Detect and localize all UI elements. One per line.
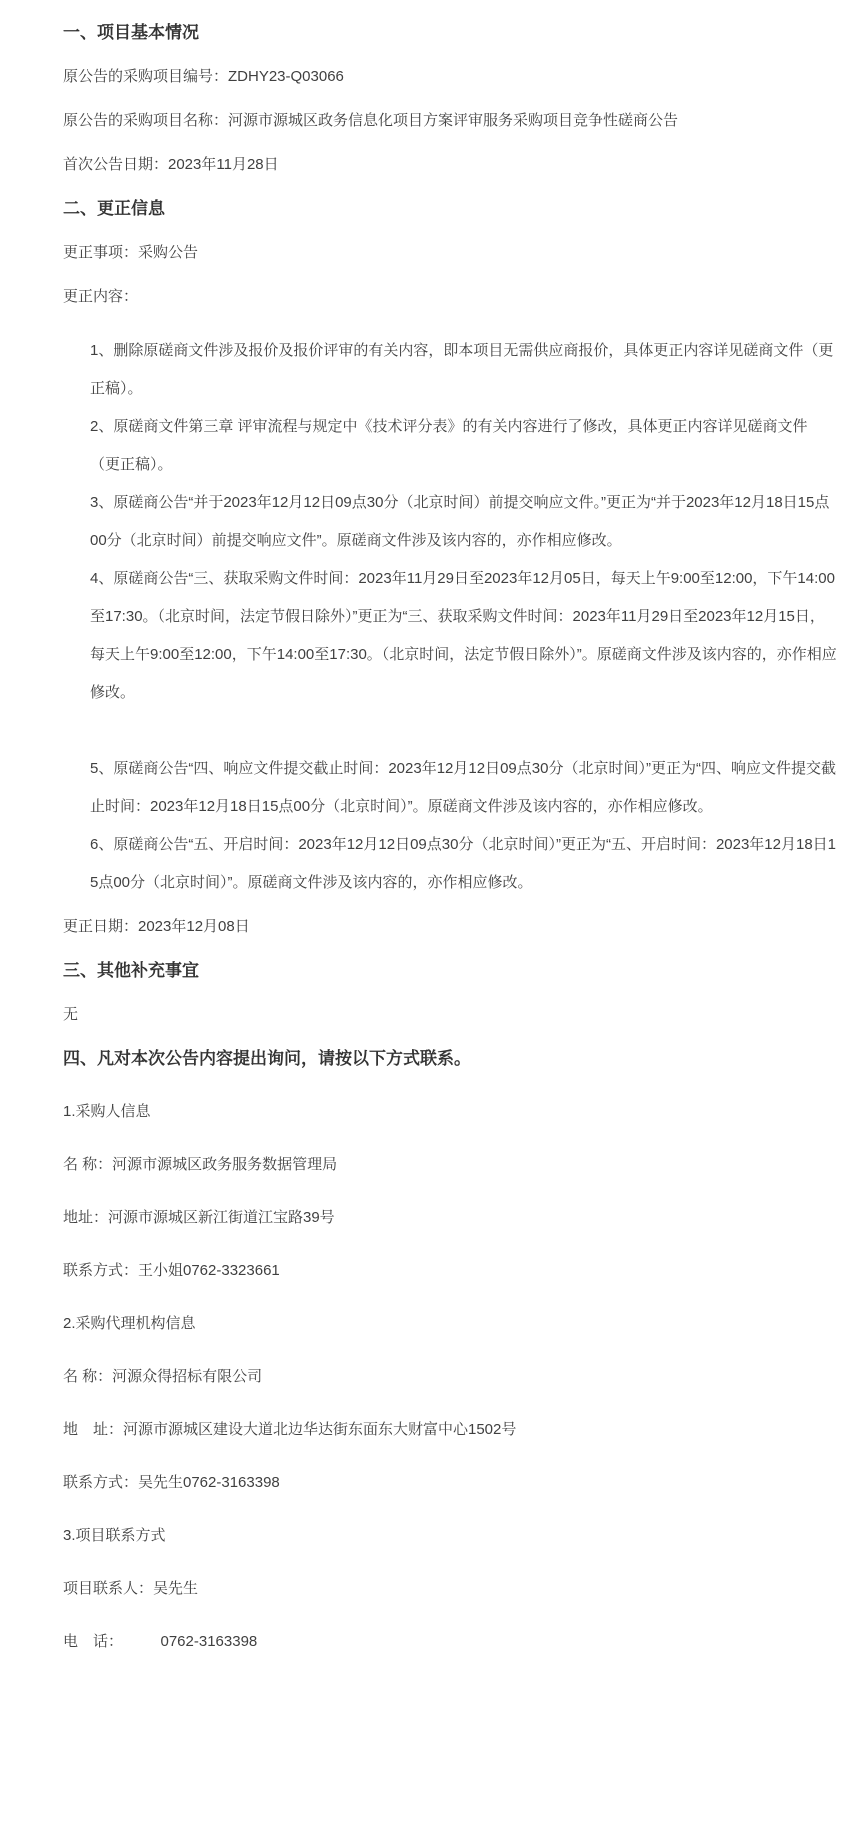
paragraph-agency-address: 地 址：河源市源城区建设大道北边华达街东面东大财富中心1502号 — [63, 1421, 517, 1438]
heading-other-matters: 三、其他补充事宜 — [63, 961, 199, 980]
paragraph-purchaser-address: 地址：河源市源城区新江街道江宝路39号 — [63, 1209, 335, 1226]
heading-contact: 四、凡对本次公告内容提出询问，请按以下方式联系。 — [63, 1049, 471, 1068]
paragraph-purchaser-contact: 联系方式：王小姐0762-3323661 — [63, 1262, 280, 1279]
section-contact — [63, 1050, 837, 1650]
section-basic-info — [63, 24, 837, 173]
correction-item-2: 2、原磋商文件第三章 评审流程与规定中《技术评分表》的有关内容进行了修改，具体更正内容详见磋商文件（更正稿）。 — [90, 418, 808, 473]
paragraph-project-number: 原公告的采购项目编号：ZDHY23-Q03066 — [63, 68, 344, 85]
paragraph-correction-matter: 更正事项：采购公告 — [63, 244, 199, 261]
correction-item-1: 1、删除原磋商文件涉及报价及报价评审的有关内容，即本项目无需供应商报价，具体更正内容详见磋商文件（更正稿）。 — [90, 342, 834, 397]
heading-correction-info: 二、更正信息 — [63, 199, 165, 218]
correction-item-3: 3、原磋商公告“并于2023年12月12日09点30分（北京时间）前提交响应文件。”更正为“并于2023年12月18日15点00分（北京时间）前提交响应文件”。原磋商文件涉及该内容的，亦作相应修改。 — [90, 494, 830, 549]
paragraph-agency-label: 2.采购代理机构信息 — [63, 1315, 196, 1332]
paragraph-correction-date: 更正日期：2023年12月08日 — [63, 918, 250, 935]
paragraph-project-name: 原公告的采购项目名称：河源市源城区政务信息化项目方案评审服务采购项目竞争性磋商公告 — [63, 112, 679, 129]
paragraph-first-announcement-date: 首次公告日期：2023年11月28日 — [63, 156, 279, 173]
correction-item-6: 6、原磋商公告“五、开启时间：2023年12月12日09点30分（北京时间）”更正为“五、开启时间：2023年12月18日15点00分（北京时间）”。原磋商文件涉及该内容的，亦作相应修改。 — [90, 836, 837, 891]
paragraph-other-none: 无 — [63, 1006, 79, 1023]
correction-items-list — [63, 332, 837, 902]
paragraph-project-phone: 电 话： 0762-3163398 — [63, 1633, 258, 1650]
section-correction-info — [63, 200, 837, 935]
paragraph-agency-name: 名 称：河源众得招标有限公司 — [63, 1368, 263, 1385]
paragraph-project-contact-person: 项目联系人：吴先生 — [63, 1580, 199, 1597]
paragraph-project-contact-label: 3.项目联系方式 — [63, 1527, 166, 1544]
paragraph-purchaser-label: 1.采购人信息 — [63, 1103, 151, 1120]
correction-item-5: 5、原磋商公告“四、响应文件提交截止时间：2023年12月12日09点30分（北京时间）”更正为“四、响应文件提交截止时间：2023年12月18日15点00分（北京时间）”。原磋商文件涉及该内容的，亦作相应修改。 — [90, 760, 836, 815]
paragraph-purchaser-name: 名 称：河源市源城区政务服务数据管理局 — [63, 1156, 338, 1173]
heading-basic-info: 一、项目基本情况 — [63, 23, 199, 42]
paragraph-correction-content-label: 更正内容： — [63, 288, 139, 305]
section-other-matters — [63, 962, 837, 1023]
correction-item-4: 4、原磋商公告“三、获取采购文件时间：2023年11月29日至2023年12月05日，每天上午9:00至12:00，下午14:00至17:30。（北京时间，法定节假日除外）”更正为“三、获取采购文件时间：2023年11月29日至2023年12月15日，每天上午9:00至12:00，下午14:00至17:30。（北京时间，法定节假日除外）”。原磋商文件涉及该内容的，亦作相应修改。 — [90, 570, 837, 701]
paragraph-agency-contact: 联系方式：吴先生0762-3163398 — [63, 1474, 280, 1491]
